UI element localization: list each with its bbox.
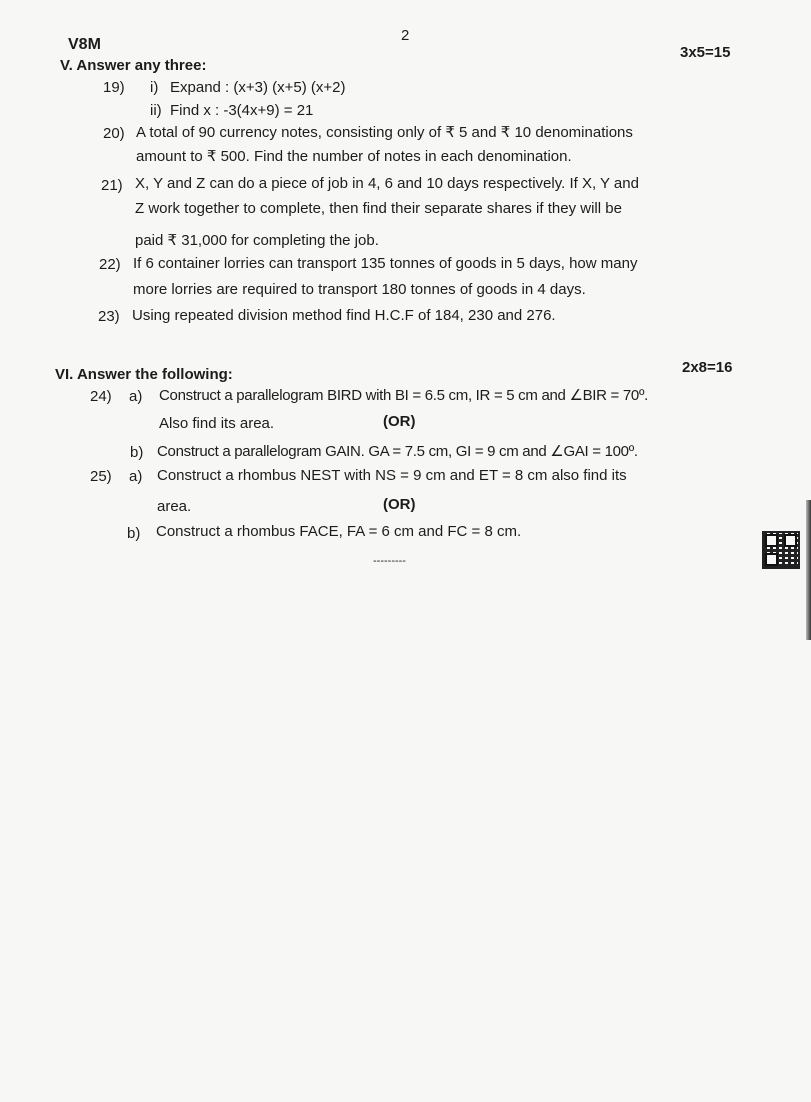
question-text: amount to ₹ 500. Find the number of notes in each denomination. — [136, 148, 572, 165]
section-v-heading: V. Answer any three: — [60, 57, 207, 74]
qr-code-icon — [762, 531, 800, 569]
sub-label: a) — [129, 388, 143, 405]
question-text: Expand : (x+3) (x+5) (x+2) — [170, 79, 346, 96]
or-label: (OR) — [383, 496, 416, 513]
sub-label: b) — [130, 444, 144, 461]
question-text: more lorries are required to transport 180 tonnes of goods in 4 days. — [133, 281, 586, 298]
page-number: 2 — [401, 27, 410, 44]
question-text: Using repeated division method find H.C.F of 184, 230 and 276. — [132, 307, 556, 324]
question-number: 22) — [99, 256, 121, 273]
question-text: Also find its area. — [159, 415, 275, 432]
question-text: A total of 90 currency notes, consisting only of ₹ 5 and ₹ 10 denominations — [136, 124, 633, 141]
end-marker: --------- — [373, 555, 406, 567]
question-text: Construct a rhombus NEST with NS = 9 cm and ET = 8 cm also find its — [157, 467, 627, 484]
section-v-marks: 3x5=15 — [680, 44, 731, 61]
question-number: 20) — [103, 125, 125, 142]
question-number: 19) — [103, 79, 125, 96]
scan-edge-shadow — [806, 500, 811, 640]
sub-label: ii) — [150, 102, 162, 119]
question-text: Find x : -3(4x+9) = 21 — [170, 102, 314, 119]
question-text: Z work together to complete, then find their separate shares if they will be — [135, 200, 622, 217]
question-text: paid ₹ 31,000 for completing the job. — [135, 232, 379, 249]
section-vi-marks: 2x8=16 — [682, 359, 733, 376]
sub-label: a) — [129, 468, 143, 485]
question-text: area. — [157, 498, 192, 515]
question-text: X, Y and Z can do a piece of job in 4, 6 and 10 days respectively. If X, Y and — [135, 175, 639, 192]
sub-label: i) — [150, 79, 159, 96]
or-label: (OR) — [383, 413, 416, 430]
question-text: Construct a parallelogram GAIN. GA = 7.5 cm, GI = 9 cm and ∠GAI = 100º. — [157, 443, 638, 460]
question-text: If 6 container lorries can transport 135 tonnes of goods in 5 days, how many — [133, 255, 638, 272]
question-number: 21) — [101, 177, 123, 194]
question-number: 25) — [90, 468, 112, 485]
question-number: 23) — [98, 308, 120, 325]
question-text: Construct a parallelogram BIRD with BI = 6.5 cm, IR = 5 cm and ∠BIR = 70º. — [159, 387, 649, 404]
section-vi-heading: VI. Answer the following: — [55, 366, 233, 383]
question-number: 24) — [90, 388, 112, 405]
question-text: Construct a rhombus FACE, FA = 6 cm and FC = 8 cm. — [156, 523, 522, 540]
paper-code: V8M — [68, 36, 101, 53]
sub-label: b) — [127, 525, 141, 542]
